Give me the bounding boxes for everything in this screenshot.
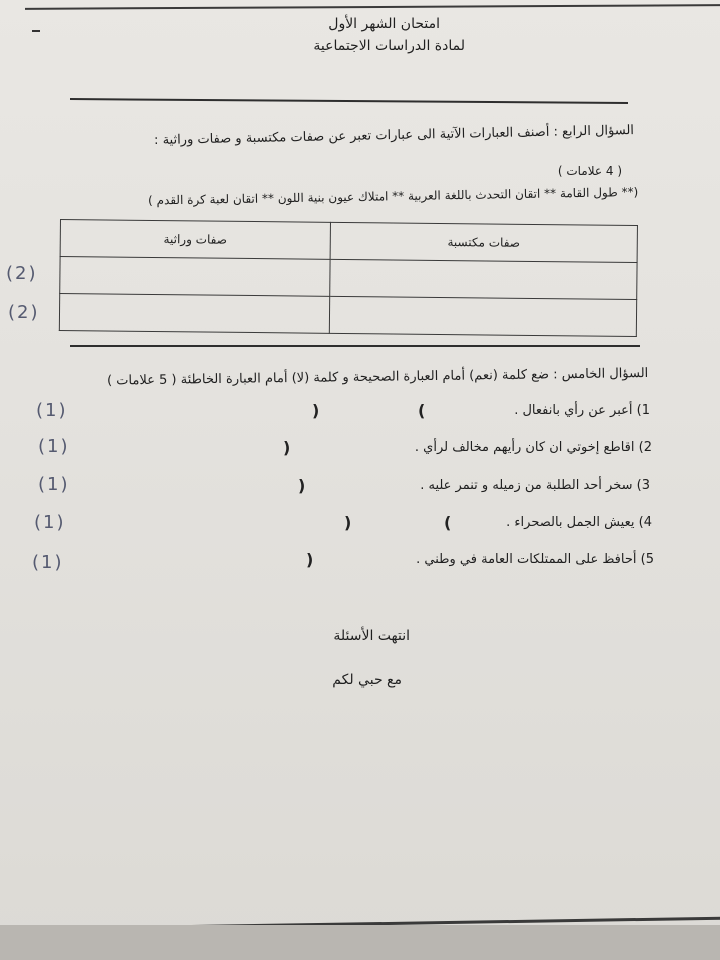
section-divider xyxy=(70,345,640,347)
answer-paren-open: ( xyxy=(418,401,426,420)
table-cell xyxy=(330,259,637,299)
answer-paren-close: ) xyxy=(298,476,306,495)
margin-dash xyxy=(32,30,40,32)
answer-paren-close: ) xyxy=(283,438,291,457)
question5-marks: ( 5 علامات ) xyxy=(106,372,177,389)
end-of-questions: انتهت الأسئلة xyxy=(333,628,410,644)
closing-wishes: مع حبي لكم xyxy=(332,672,402,688)
top-border-line xyxy=(25,4,720,10)
exam-title: امتحان الشهر الأول xyxy=(328,16,440,32)
question5-prompt xyxy=(107,366,648,389)
question4-choices: (** طول القامة ** اتقان التحدث باللغة العربية ** امتلاك عيون بنية اللون ** اتقان لعبة كرة القدم ) xyxy=(147,185,639,208)
table-cell xyxy=(60,257,330,297)
answer-paren-close: ) xyxy=(306,550,314,569)
statement-5: 5) أحافظ على الممتلكات العامة في وطني . xyxy=(416,552,654,567)
header-divider xyxy=(70,98,628,104)
table-header-inherited: صفات وراثية xyxy=(60,220,330,260)
handwritten-score: (1) xyxy=(38,474,70,495)
handwritten-score: (1) xyxy=(34,512,66,533)
page-shadow xyxy=(0,925,720,960)
exam-subject: لمادة الدراسات الاجتماعية xyxy=(313,38,465,54)
handwritten-score: (2) xyxy=(6,263,38,284)
statement-1: 1) أعبر عن رأي بانفعال . xyxy=(514,403,650,418)
handwritten-score: (1) xyxy=(32,552,64,573)
statement-4: 4) يعيش الجمل بالصحراء . xyxy=(506,515,652,530)
answer-paren-close: ) xyxy=(312,401,320,420)
question5-prompt-text: السؤال الخامس : ضع كلمة (نعم) أمام العبارة الصحيحة و كلمة (لا) أمام العبارة الخاطئة xyxy=(180,366,649,388)
statement-3: 3) سخر أحد الطلبة من زميله و تنمر عليه . xyxy=(420,478,650,493)
handwritten-score: (2) xyxy=(8,302,40,323)
handwritten-score: (1) xyxy=(36,400,68,421)
table-cell xyxy=(329,296,636,336)
table-cell xyxy=(59,294,329,334)
question4-marks: ( 4 علامات ) xyxy=(557,164,622,178)
table-row xyxy=(60,257,637,300)
answer-paren-open: ( xyxy=(444,513,452,532)
table-row xyxy=(59,294,636,337)
answer-paren-close: ) xyxy=(344,513,352,532)
statement-2: 2) اقاطع إخوتي ان كان رأيهم مخالف لرأي . xyxy=(414,440,652,455)
handwritten-score: (1) xyxy=(38,436,70,457)
question4-prompt: السؤال الرابع : أصنف العبارات الآتية الى عبارات تعبر عن صفات مكتسبة و صفات وراثية : xyxy=(153,123,635,149)
classification-table xyxy=(59,219,638,337)
table-header-acquired: صفات مكتسبة xyxy=(330,222,637,262)
